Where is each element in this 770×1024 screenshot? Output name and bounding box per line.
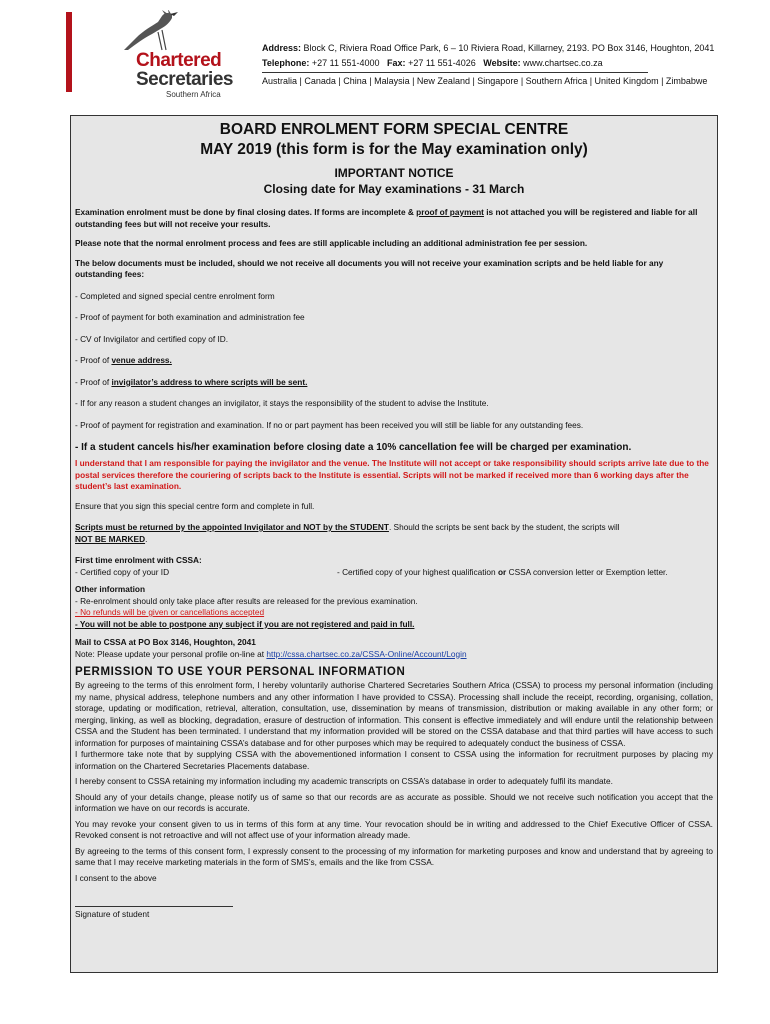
- consent-paragraph: By agreeing to the terms of this enrolment form, I hereby voluntarily authorise Chartered Secretaries Southern Africa (CSSA) to process my personal information (including my name, physical address, telephone numbers and any other information I have provided to CSSA). Processing shall include the receipt, recording, organising, collation, storage, updating or modification, retrieval, alteration, consultation, use, dissemination by means of transmission, distribution or making available in any other form; or merging, linking, as well as blocking, degradation, erasure of destruction of information. This consent is effective immediately and will endure until the relationship between CSSA and the Student has been terminated. I understand that my information provided will be stored on the CSSA database and that third parties will have access to such information for purposes of maintaining CSSA’s database and for other purposes which may be required to adequately conduct the business of CSSA.: [75, 680, 713, 748]
- enrolment-deadline-paragraph: Examination enrolment must be done by final closing dates. If forms are incomplete & proof of payment is not attached you will be registered and liable for all outstanding fees but will not receive your results.: [75, 207, 698, 229]
- enrolment-form: [70, 115, 718, 973]
- signature-label: Signature of student: [75, 909, 150, 919]
- logo-text-secretaries: Secretaries: [136, 69, 233, 90]
- consent-paragraph: I furthermore take note that by supplying CSSA with the abovementioned information I consent to CSSA using the information for recruitment purposes by placing my information on the Chartered Secretaries Placements database.: [75, 749, 713, 771]
- countries-line: Australia | Canada | China | Malaysia | New Zealand | Singapore | Southern Africa | United Kingdom | Zimbabwe: [262, 76, 708, 86]
- contact-block: [262, 41, 714, 71]
- consent-paragraph: You may revoke your consent given to us in terms of this form at any time. Your revocation should be in writing and addressed to the Chief Executive Officer of CSSA. Revoked consent is not retroactive and will not affect use of your information already made.: [75, 818, 713, 840]
- doc-item: - Proof of payment for registration and examination. If no or part payment has been received you will still be liable for any outstanding fees.: [75, 419, 584, 430]
- doc-item: - Proof of venue address.: [75, 355, 172, 365]
- doc-item: - If for any reason a student changes an invigilator, it stays the responsibility of the student to advise the Institute.: [75, 398, 489, 408]
- doc-item: - Proof of invigilator’s address to where scripts will be sent.: [75, 376, 308, 387]
- consent-statement: I consent to the above: [75, 872, 157, 883]
- no-postpone-note: - You will not be able to postpone any subject if you are not registered and paid in full.: [75, 618, 415, 629]
- required-documents-paragraph: The below documents must be included, should we not receive all documents you will not receive your examination scripts and be held liable for any outstanding fees:: [75, 257, 664, 279]
- cssa-logo: [80, 10, 250, 99]
- other-info-heading: Other information: [75, 584, 146, 594]
- mailing-address: Mail to CSSA at PO Box 3146, Houghton, 2041: [75, 637, 256, 647]
- cancellation-fee-note: - If a student cancels his/her examination before closing date a 10% cancellation fee will be charged per examination.: [75, 442, 632, 453]
- consent-paragraph: Should any of your details change, please notify us of same so that our records are as accurate as possible. Should we not receive such notification you accept that the information we have on our records is accurate.: [75, 791, 713, 813]
- form-title: BOARD ENROLMENT FORM SPECIAL CENTRE MAY 2019 (this form is for the May examination only): [200, 121, 588, 158]
- consent-paragraph: By agreeing to the terms of this consent form, I expressly consent to the processing of my information for marketing purposes and know and understand that by agreeing to same that I may receive marketing materials in the form of SMS’s, emails and the like from CSSA.: [75, 845, 713, 867]
- cssa-online-link[interactable]: http://cssa.chartsec.co.za/CSSA-Online/Account/Login: [266, 648, 467, 659]
- website-link[interactable]: www.chartsec.co.za: [523, 58, 603, 68]
- invigilator-warning: I understand that I am responsible for paying the invigilator and the venue. The Institute will not accept or take responsibility should scripts arrive late due to the postal services therefore the couriering of scripts back to the Institute is essential. Scripts will not be marked if received more than 6 working days after the student’s last examination.: [75, 458, 709, 491]
- logo-text-region: Southern Africa: [166, 90, 221, 99]
- profile-update-note: Note: Please update your personal profile on-line at http://cssa.chartsec.co.za/CSSA-Online/Account/Login: [75, 648, 467, 659]
- phone-line: Telephone: +27 11 551-4000 Fax: +27 11 551-4026 Website: www.chartsec.co.za: [262, 58, 603, 68]
- other-info-item: - Re-enrolment should only take place after results are released for the previous examination.: [75, 595, 418, 606]
- first-time-requirements: - Certified copy of your ID - Certified copy of your highest qualification or CSSA conversion letter or Exemption letter.: [75, 566, 668, 577]
- important-notice: IMPORTANT NOTICE Closing date for May examinations - 31 March: [263, 166, 525, 196]
- doc-item: - Proof of payment for both examination and administration fee: [75, 312, 305, 322]
- scripts-return-note: Scripts must be returned by the appointed Invigilator and NOT by the STUDENT. Should the scripts be sent back by the student, the scripts will NOT BE MARKED.: [75, 522, 620, 544]
- admin-fee-paragraph: Please note that the normal enrolment process and fees are still applicable including an additional administration fee per session.: [75, 238, 588, 248]
- letterhead-red-bar: [66, 12, 72, 92]
- doc-item: - Completed and signed special centre enrolment form: [75, 290, 275, 301]
- sign-form-note: Ensure that you sign this special centre form and complete in full.: [75, 500, 315, 511]
- secretary-bird-icon: [122, 10, 192, 54]
- doc-item: - CV of Invigilator and certified copy of ID.: [75, 333, 229, 344]
- signature-line[interactable]: [75, 906, 233, 907]
- first-time-heading: First time enrolment with CSSA:: [75, 555, 202, 565]
- letterhead-divider: [262, 72, 648, 73]
- consent-paragraph: I hereby consent to CSSA retaining my information including my academic transcripts on CSSA’s database in order to adequately fulfil its mandate.: [75, 776, 613, 786]
- personal-info-heading: PERMISSION TO USE YOUR PERSONAL INFORMATION: [75, 666, 406, 678]
- address-line: Address: Block C, Riviera Road Office Park, 6 – 10 Riviera Road, Killarney, 2193. PO Box 3146, Houghton, 2041: [262, 43, 715, 53]
- no-refunds-note: - No refunds will be given or cancellations accepted: [75, 607, 265, 617]
- logo-text-chartered: Chartered: [136, 50, 222, 71]
